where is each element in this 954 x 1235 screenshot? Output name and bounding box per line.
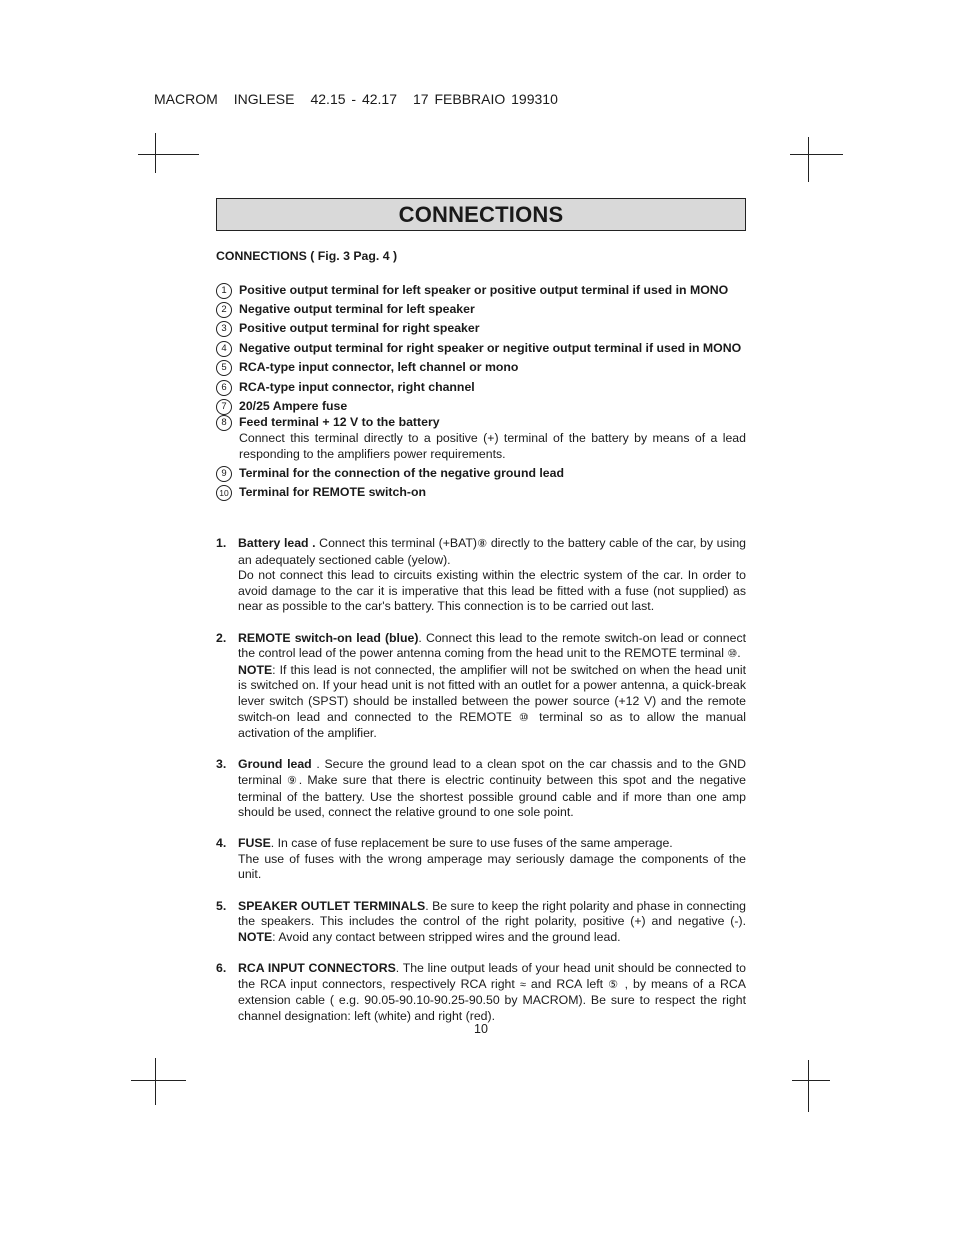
step-number: 4. (216, 836, 227, 851)
legend-item (216, 341, 746, 357)
step-item (216, 836, 746, 883)
legend-text: RCA-type input connector, left channel or mono (239, 360, 519, 375)
legend-item (216, 485, 746, 501)
step-title: SPEAKER OUTLET TERMINALS (238, 898, 426, 913)
step-title: Ground lead (238, 757, 312, 772)
step-number: 2. (216, 630, 227, 645)
step-paragraph (238, 631, 746, 742)
step-item (216, 536, 746, 615)
crop-mark (790, 154, 843, 155)
terminal-ref: ⑧ (477, 538, 488, 550)
step-text: . The line output leads of your head unit should be connected to the RCA input connectors, respectively RCA right (238, 961, 746, 991)
step-title: RCA INPUT CONNECTORS (238, 961, 396, 976)
legend-text: Negative output terminal for right speaker or negitive output terminal if used in MONO (239, 340, 742, 355)
crop-mark (808, 1060, 809, 1112)
legend-item (216, 360, 746, 376)
step-number: 3. (216, 757, 227, 772)
step-item (216, 899, 746, 946)
legend-text: RCA-type input connector, right channel (239, 379, 475, 394)
step-text: directly to the battery cable of the car, by using an adequately sectioned cable (yelow). (238, 536, 746, 567)
legend-item (216, 283, 746, 299)
step-text: : If this lead is not connected, the amplifier will not be switched on when the head unit is switched on. If your head unit is not fitted with an outlet for a power antenna, a quick-break lever switch (SPST) should be installed between the power source (+12 V) and the remote switch-on lead and connected to the REMOTE (238, 662, 746, 724)
step-title: REMOTE switch-on lead (blue) (238, 630, 419, 645)
step-text: and RCA left (525, 976, 609, 991)
legend-text: Negative output terminal for left speaker (239, 301, 475, 316)
main-content (216, 249, 746, 1040)
step-text: : Avoid any contact between stripped wires and the ground lead. (272, 929, 621, 944)
circled-number-icon: 4 (216, 341, 232, 357)
legend-item (216, 399, 746, 415)
crop-mark (155, 1058, 156, 1105)
terminal-legend (216, 283, 746, 501)
circled-number-icon: 10 (216, 485, 232, 501)
step-text: terminal so as to allow the manual activation of the amplifier. (238, 709, 746, 741)
step-paragraph (238, 536, 746, 568)
step-number: 6. (216, 961, 227, 976)
step-title: Battery lead . (238, 536, 316, 550)
crop-mark (138, 154, 199, 155)
step-paragraph (238, 836, 746, 852)
document-header (154, 91, 574, 107)
step-title: FUSE (238, 836, 271, 851)
circled-number-icon: 9 (216, 466, 232, 482)
step-text: Connect this terminal (+BAT) (315, 536, 478, 550)
legend-text: Terminal for REMOTE switch-on (239, 485, 426, 499)
terminal-ref: ⑩ (518, 711, 533, 724)
terminal-ref: ⑨ (287, 774, 299, 787)
crop-mark (808, 137, 809, 182)
step-text: . In case of fuse replacement be sure to use fuses of the same amperage. (270, 836, 673, 851)
legend-text: Positive output terminal for right speaker (239, 321, 480, 336)
legend-text: Terminal for the connection of the negative ground lead (239, 465, 564, 480)
title-banner (216, 198, 746, 231)
step-text: . Secure the ground lead to a clean spot on the car chassis and to the GND terminal (238, 757, 746, 787)
crop-mark (131, 1080, 186, 1081)
legend-item (216, 302, 746, 318)
step-text: , by means of a RCA extension cable ( e.g. 90.05-90.10-90.25-90.50 by MACROM). Be sure to respect the right channel designation: left (white) and right (red). (238, 976, 746, 1023)
terminal-ref: ⑩ (727, 648, 738, 661)
header-language: INGLESE (233, 91, 295, 107)
terminal-ref: ⑤ (608, 978, 620, 991)
circled-number-icon: 3 (216, 321, 232, 337)
circled-number-icon: 1 (216, 283, 232, 299)
step-text: . Be sure to keep the right polarity and phase in connecting the speakers. This includes the control of the right polarity, positive (+) and negative (-). (238, 898, 747, 929)
header-date-code: 17 FEBBRAIO 199310 (413, 91, 558, 107)
legend-text: Positive output terminal for left speaker or positive output terminal if used in MONO (239, 282, 729, 297)
circled-number-icon: 5 (216, 360, 232, 376)
step-number: 1. (216, 536, 227, 550)
legend-item (216, 466, 746, 482)
page-number: 10 (474, 1022, 488, 1036)
step-paragraph (238, 757, 746, 820)
legend-item (216, 415, 746, 462)
legend-text: Feed terminal + 12 V to the battery (239, 415, 440, 430)
step-text: . Connect this lead to the remote switch-on lead or connect the control lead of the power antenna coming from the head unit to the REMOTE terminal (238, 630, 747, 661)
circled-number-icon: 2 (216, 302, 232, 318)
step-text: . Make sure that there is electric continuity between this spot and the negative terminal of the battery. Use the shortest possible ground cable and if more than one amp should be used, connect the relative ground to one sole point. (238, 772, 746, 820)
header-model: 42.15 - 42.17 (310, 91, 397, 107)
circled-number-icon: 8 (216, 415, 232, 431)
step-item (216, 757, 746, 820)
step-item (216, 961, 746, 1024)
legend-description: Connect this terminal directly to a positive (+) terminal of the battery by means of a lead responding to the amplifiers power requirements. (239, 431, 746, 461)
step-paragraph: Do not connect this lead to circuits existing within the electric system of the car. In order to avoid damage to the car it is imperative that this lead be fitted with a fuse (not supplied) as near as possible to the car's battery. This connection is to be carried out last. (238, 568, 746, 614)
crop-mark (792, 1080, 830, 1081)
circled-number-icon: 6 (216, 380, 232, 396)
crop-mark (155, 133, 156, 173)
section-subtitle: CONNECTIONS ( Fig. 3 Pag. 4 ) (216, 249, 398, 263)
legend-item (216, 321, 746, 337)
header-brand: MACROM (154, 91, 218, 107)
step-paragraph (238, 899, 746, 946)
circled-number-icon: 7 (216, 399, 232, 415)
legend-text: 20/25 Ampere fuse (239, 398, 348, 413)
note-label: NOTE (238, 662, 273, 677)
connection-steps (216, 536, 746, 1024)
step-paragraph (238, 961, 746, 1024)
step-number: 5. (216, 898, 227, 913)
note-label: NOTE (238, 929, 273, 944)
page-title: CONNECTIONS (398, 201, 564, 227)
step-item (216, 631, 746, 742)
step-text: . (737, 646, 741, 661)
legend-item (216, 380, 746, 396)
step-paragraph: The use of fuses with the wrong amperage may seriously damage the components of the unit. (238, 851, 746, 882)
terminal-ref: ≈ (519, 978, 526, 991)
